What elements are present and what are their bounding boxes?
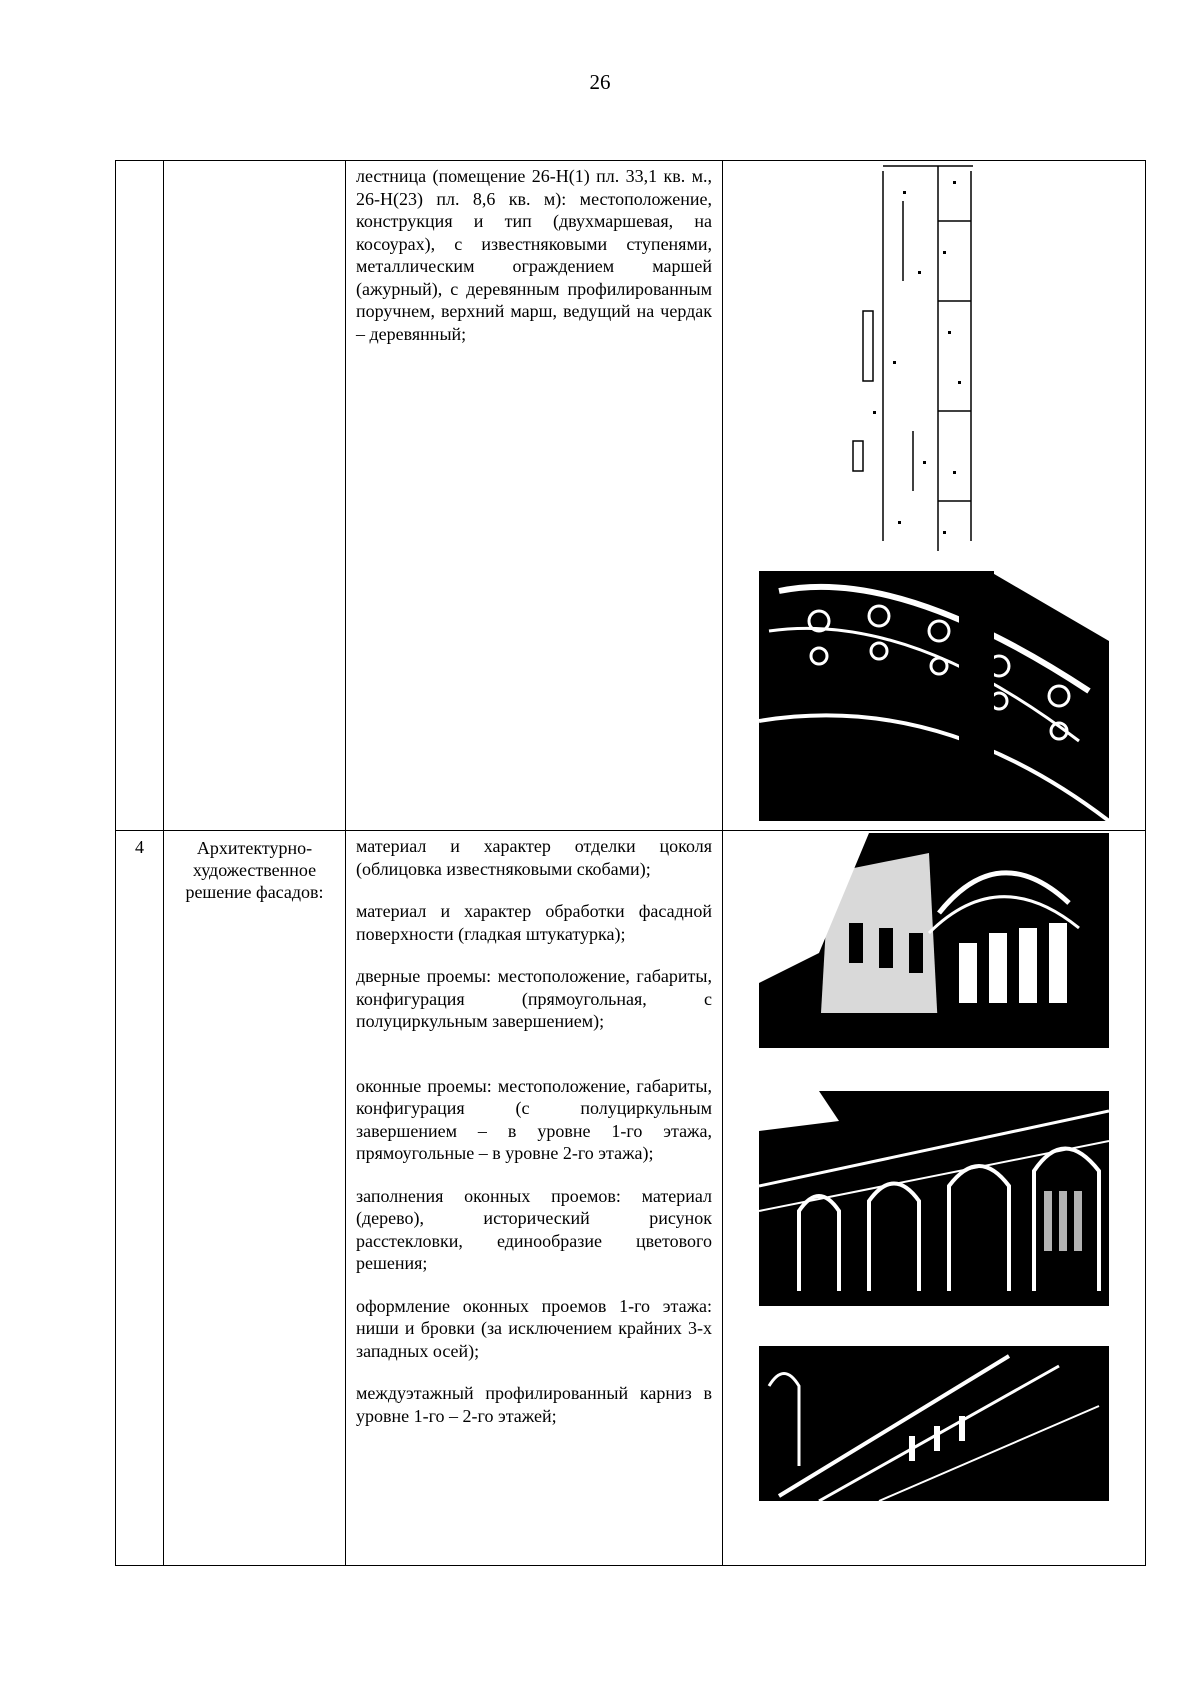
floor-plan-image <box>843 161 993 556</box>
list-item: лестница (помещение 26-Н(1) пл. 33,1 кв. м., 26-Н(23) пл. 8,6 кв. м): местоположение, конструкция и тип (двухмаршевая, на косоурах), с известняковыми ступенями, металлическим ограждением маршей (ажурный), с деревянным профилированным поручнем, верхний марш, ведущий на чердак – деревянный; <box>356 166 712 344</box>
list-item: дверные проемы: местоположение, габариты, конфигурация (прямоугольная, с полуциркульным завершением); <box>356 966 712 1031</box>
row-description <box>346 831 723 1566</box>
page-number: 26 <box>589 70 611 94</box>
row-name: Архитектурно-художественное решение фасадов: <box>164 831 346 1566</box>
row-description <box>346 161 723 831</box>
list-item: междуэтажный профилированный карниз в уровне 1-го – 2-го этажей; <box>356 1383 712 1426</box>
row-number: 4 <box>116 831 164 1566</box>
table-row <box>116 161 1146 831</box>
list-item: оконные проемы: местоположение, габариты, конфигурация (с полуциркульным завершением – в уровне 1-го этажа, прямоугольные – в уровне 2-го этажа); <box>356 1075 712 1163</box>
image-cell <box>723 161 1146 831</box>
facade-photo-1 <box>759 833 1109 1048</box>
list-item: оформление оконных проемов 1-го этажа: ниши и бровки (за исключением крайних 3-х западных осей); <box>356 1295 712 1361</box>
facade-photo-3 <box>759 1346 1109 1501</box>
staircase-railing-photo <box>759 571 1109 821</box>
protected-features-table <box>115 160 1146 1566</box>
list-item: материал и характер отделки цоколя (облицовка известняковыми скобами); <box>356 836 712 879</box>
list-item: заполнения оконных проемов: материал (дерево), исторический рисунок расстекловки, единообразие цветового решения; <box>356 1185 712 1273</box>
row-name <box>164 161 346 831</box>
list-item: материал и характер обработки фасадной поверхности (гладкая штукатурка); <box>356 901 712 944</box>
image-cell <box>723 831 1146 1566</box>
row-number <box>116 161 164 831</box>
facade-photo-2 <box>759 1091 1109 1306</box>
table-row <box>116 831 1146 1566</box>
